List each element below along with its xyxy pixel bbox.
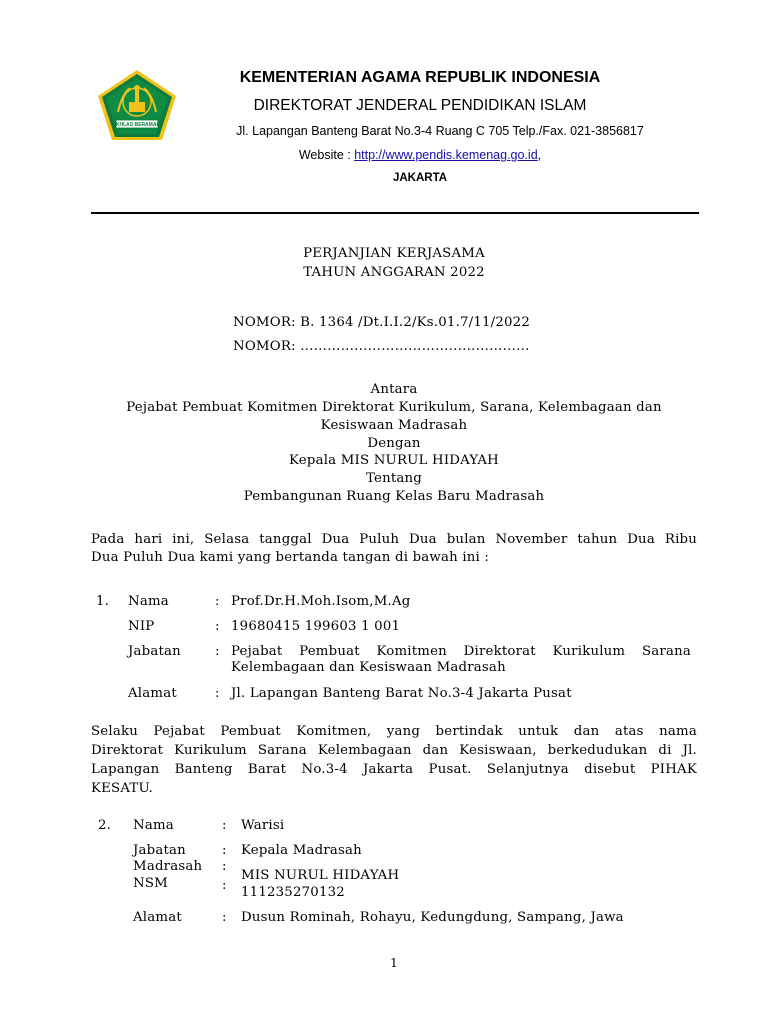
second-party-address-value: Dusun Rominah, Rohayu, Kedungdung, Sampang, Jawa [241,910,624,925]
website-label: Website : [298,148,355,162]
first-party-address-colon: : [215,686,220,701]
first-party-address-label: Alamat [128,686,177,701]
party1-title-line1: Pejabat Pembuat Komitmen Direktorat Kurikulum, Sarana, Kelembagaan dan [126,400,662,415]
second-party-number: 2. [98,818,112,833]
agreement-subject: Pembangunan Ruang Kelas Baru Madrasah [243,489,545,504]
party1-title-line2: Kesiswaan Madrasah [320,418,468,433]
tentang-label: Tentang [365,471,423,486]
second-party-madrasah-value: MIS NURUL HIDAYAH [241,868,400,883]
second-party-address-label: Alamat [133,910,182,925]
second-party-position-label: Jabatan [133,843,186,858]
city: JAKARTA [392,172,448,184]
directorate-name: DIREKTORAT JENDERAL PENDIDIKAN ISLAM [253,97,587,114]
first-party-address-value: Jl. Lapangan Banteng Barat No.3-4 Jakarta Pusat [231,686,572,701]
second-party-position-colon: : [222,843,227,858]
intro-line2: Dua Puluh Dua kami yang bertanda tangan di bawah ini : [91,550,490,565]
document-title: PERJANJIAN KERJASAMA [303,246,485,261]
website-line [200,148,640,162]
second-party-name-label: Nama [133,818,174,833]
first-party-number: 1. [96,594,110,609]
first-party-position-value-line2: Kelembagaan dan Kesiswaan Madrasah [231,660,506,675]
website-link[interactable]: http://www.pendis.kemenag.go.id [354,148,538,162]
first-party-name-value: Prof.Dr.H.Moh.Isom,M.Ag [231,594,411,609]
second-party-nsm-colon: : [222,878,227,893]
second-party-madrasah-colon: : [222,859,227,874]
intro-line1: Pada hari ini, Selasa tanggal Dua Puluh Dua bulan November tahun Dua Ribu [91,532,697,547]
paragraph2-line3: Lapangan Banteng Barat No.3-4 Jakarta Pusat. Selanjutnya disebut PIHAK [91,762,697,777]
paragraph2-line2: Direktorat Kurikulum Sarana Kelembagaan dan Kesiswaan, berkedudukan di Jl. [91,743,697,758]
first-party-position-colon: : [215,644,220,659]
website-suffix: , [537,148,542,162]
antara-label: Antara [370,382,418,397]
nomor-first: NOMOR: B. 1364 /Dt.I.I.2/Ks.01.7/11/2022 [233,315,530,330]
first-party-name-colon: : [215,594,220,609]
nomor-second: NOMOR: …………………………………………… [233,339,530,354]
second-party-nsm-value: 111235270132 [241,885,345,900]
party2-title: Kepala MIS NURUL HIDAYAH [289,453,499,468]
first-party-position-value-line1: Pejabat Pembuat Komitmen Direktorat Kurikulum Sarana [231,644,691,659]
second-party-nsm-label: NSM [133,876,168,891]
ministry-name: KEMENTERIAN AGAMA REPUBLIK INDONESIA [239,69,601,86]
header-divider [91,212,699,214]
first-party-name-label: Nama [128,594,169,609]
kemenag-logo [96,68,178,142]
page-number: 1 [390,956,398,970]
first-party-nip-colon: : [215,619,220,634]
first-party-nip-label: NIP [128,619,155,634]
logo-banner-text: IKHLAS BERAMAL [114,122,160,128]
first-party-position-label: Jabatan [128,644,181,659]
second-party-madrasah-label: Madrasah [133,859,203,874]
second-party-position-value: Kepala Madrasah [241,843,362,858]
paragraph2-line1: Selaku Pejabat Pembuat Komitmen, yang bertindak untuk dan atas nama [91,724,697,739]
second-party-address-colon: : [222,910,227,925]
office-address: Jl. Lapangan Banteng Barat No.3-4 Ruang C 705 Telp./Fax. 021-3856817 [236,124,644,138]
second-party-name-colon: : [222,818,227,833]
paragraph2-line4: KESATU. [91,781,154,796]
fiscal-year: TAHUN ANGGARAN 2022 [303,265,485,280]
dengan-label: Dengan [367,436,421,451]
first-party-nip-value: 19680415 199603 1 001 [231,619,401,634]
second-party-name-value: Warisi [241,818,285,833]
